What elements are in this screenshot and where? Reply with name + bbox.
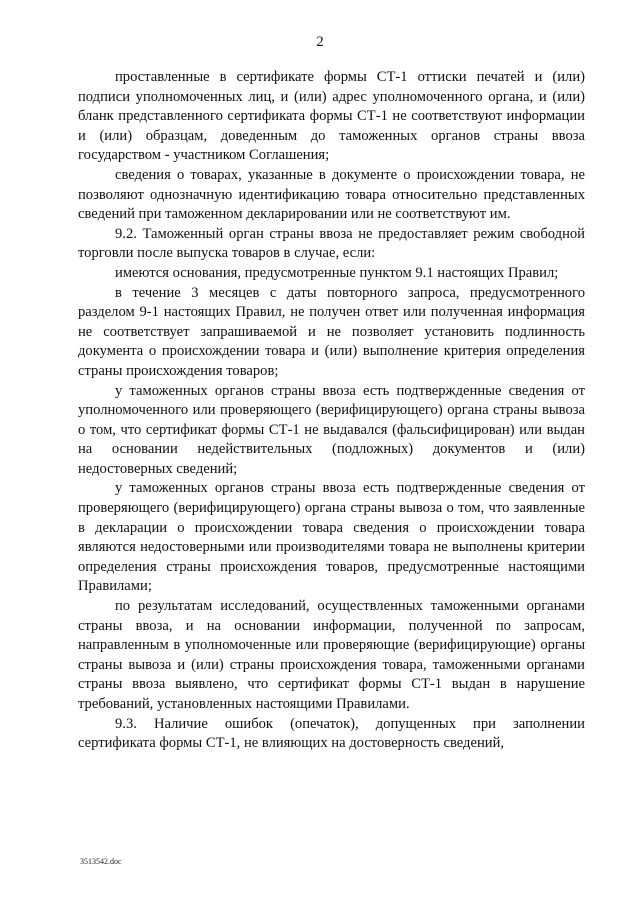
document-body	[78, 68, 585, 754]
page-number: 2	[316, 34, 324, 50]
paragraph-goods-information: сведения о товарах, указанные в документе о происхождении товара, не позволяют однозначную идентификацию товара относительно представленных сведений при таможенном декларировании или не соответствуют им.	[78, 166, 585, 223]
paragraph-certificate-not-issued: у таможенных органов страны ввоза есть подтвержденные сведения от уполномоченного или проверяющего (верифицирующего) органа страны вывоза о том, что сертификат формы СТ-1 не выдавался (фальсифицирован) или выдан на основании недействительных (подложных) документов и (или) недостоверных сведений;	[78, 382, 585, 477]
document-file-code: 3513542.doc	[80, 857, 122, 866]
paragraph-9-2-heading: 9.2. Таможенный орган страны ввоза не предоставляет режим свободной торговли после выпуска товаров в случае, если:	[78, 225, 585, 262]
paragraph-three-months: в течение 3 месяцев с даты повторного запроса, предусмотренного разделом 9-1 настоящих Правил, не получен ответ или полученная информация не соответствует запрашиваемой и не позволяет установить подлинность документа о происхождении товара и (или) выполнение критерия определения страны происхождения товаров;	[78, 284, 585, 379]
paragraph-seals-signatures: проставленные в сертификате формы СТ-1 оттиски печатей и (или) подписи уполномоченных лиц, и (или) адрес уполномоченного органа, и (или) бланк представленного сертификата формы СТ-1 не соответствуют информации и (или) образцам, доведенным до таможенных органов страны ввоза государством - участником Соглашения;	[78, 69, 585, 164]
paragraph-declaration-unreliable: у таможенных органов страны ввоза есть подтвержденные сведения от проверяющего (верифицирующего) органа страны вывоза о том, что заявленные в декларации о происхождении товара сведения о происхождении товара являются недостоверными или производителями товара не выполнены критерии определения страны происхождения товаров, предусмотренные настоящими Правилами;	[78, 480, 585, 595]
paragraph-grounds-9-1: имеются основания, предусмотренные пунктом 9.1 настоящих Правил;	[115, 264, 559, 281]
paragraph-research-results: по результатам исследований, осуществленных таможенными органами страны ввоза, и на основании информации, полученной по запросам, направленным в уполномоченные или проверяющие (верифицирующие) органы страны вывоза и (или) страны происхождения товара, таможенными органами страны ввоза выявлено, что сертификат формы СТ-1 выдан в нарушение требований, установленных настоящими Правилами.	[78, 598, 585, 712]
paragraph-9-3-errors: 9.3. Наличие ошибок (опечаток), допущенных при заполнении сертификата формы СТ-1, не влияющих на достоверность сведений,	[78, 715, 585, 752]
